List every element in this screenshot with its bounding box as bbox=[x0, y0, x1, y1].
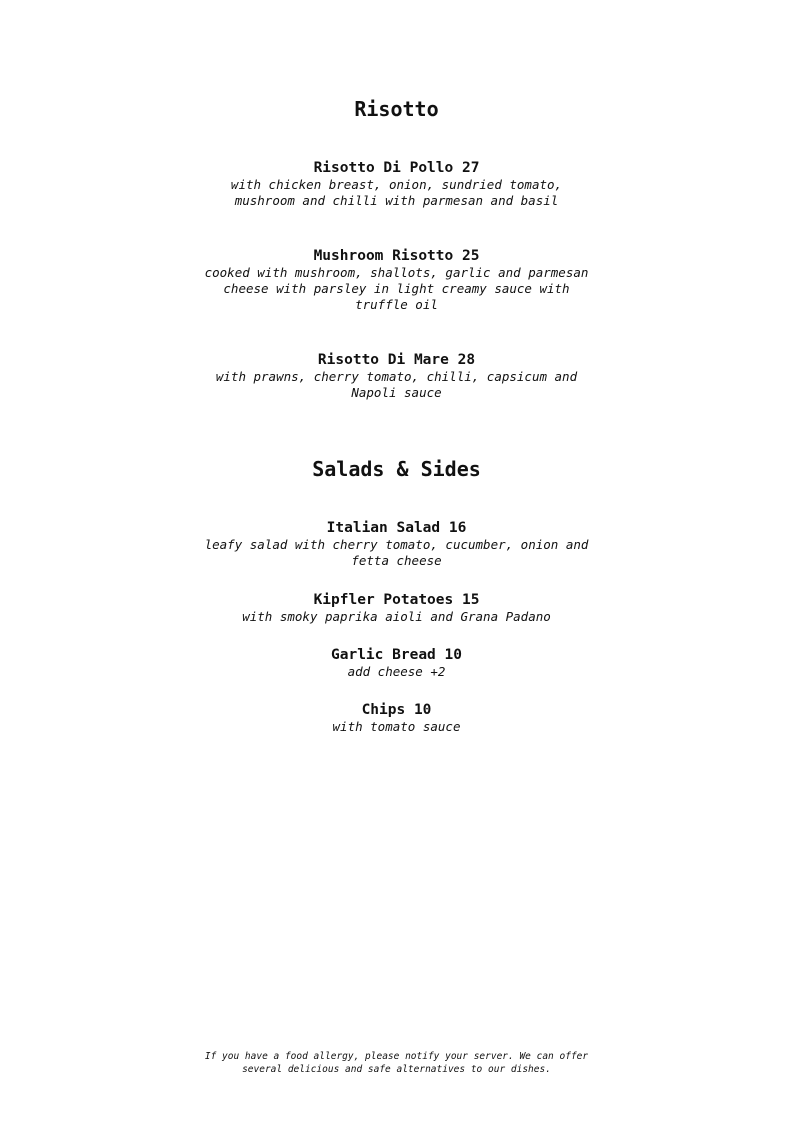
menu-item-name: Mushroom Risotto 25 bbox=[313, 248, 480, 264]
section-title-salads-sides: Salads & Sides bbox=[312, 457, 481, 481]
menu-item-mushroom-risotto bbox=[0, 247, 793, 313]
menu-item-garlic-bread bbox=[0, 646, 793, 680]
menu-item-risotto-di-pollo bbox=[0, 159, 793, 209]
menu-item-description: with smoky paprika aioli and Grana Padano bbox=[242, 609, 551, 624]
menu-item-risotto-di-mare bbox=[0, 351, 793, 401]
menu-item-description: cooked with mushroom, shallots, garlic and parmesan cheese with parsley in light creamy sauce with truffle oil bbox=[204, 265, 589, 312]
menu-item-description: add cheese +2 bbox=[347, 664, 446, 679]
menu-item-description: leafy salad with cherry tomato, cucumber, onion and fetta cheese bbox=[204, 537, 589, 568]
menu-item-name: Garlic Bread 10 bbox=[331, 647, 462, 663]
menu-item-description: with chicken breast, onion, sundried tomato, mushroom and chilli with parmesan and basil bbox=[230, 177, 563, 208]
menu-item-description: with prawns, cherry tomato, chilli, capsicum and Napoli sauce bbox=[215, 369, 578, 400]
menu-item-name: Chips 10 bbox=[361, 702, 432, 718]
menu-item-kipfler-potatoes bbox=[0, 591, 793, 625]
menu-item-italian-salad bbox=[0, 519, 793, 569]
menu-item-name: Risotto Di Mare 28 bbox=[317, 352, 476, 368]
menu-item-chips bbox=[0, 701, 793, 735]
menu-item-name: Kipfler Potatoes 15 bbox=[313, 592, 480, 608]
section-title-risotto: Risotto bbox=[354, 97, 439, 121]
allergy-notice: If you have a food allergy, please notify your server. We can offer several delicious and safe alternatives to our dishes. bbox=[204, 1051, 589, 1075]
menu-item-description: with tomato sauce bbox=[332, 719, 461, 734]
menu-item-name: Italian Salad 16 bbox=[326, 520, 467, 536]
menu-item-name: Risotto Di Pollo 27 bbox=[313, 160, 480, 176]
